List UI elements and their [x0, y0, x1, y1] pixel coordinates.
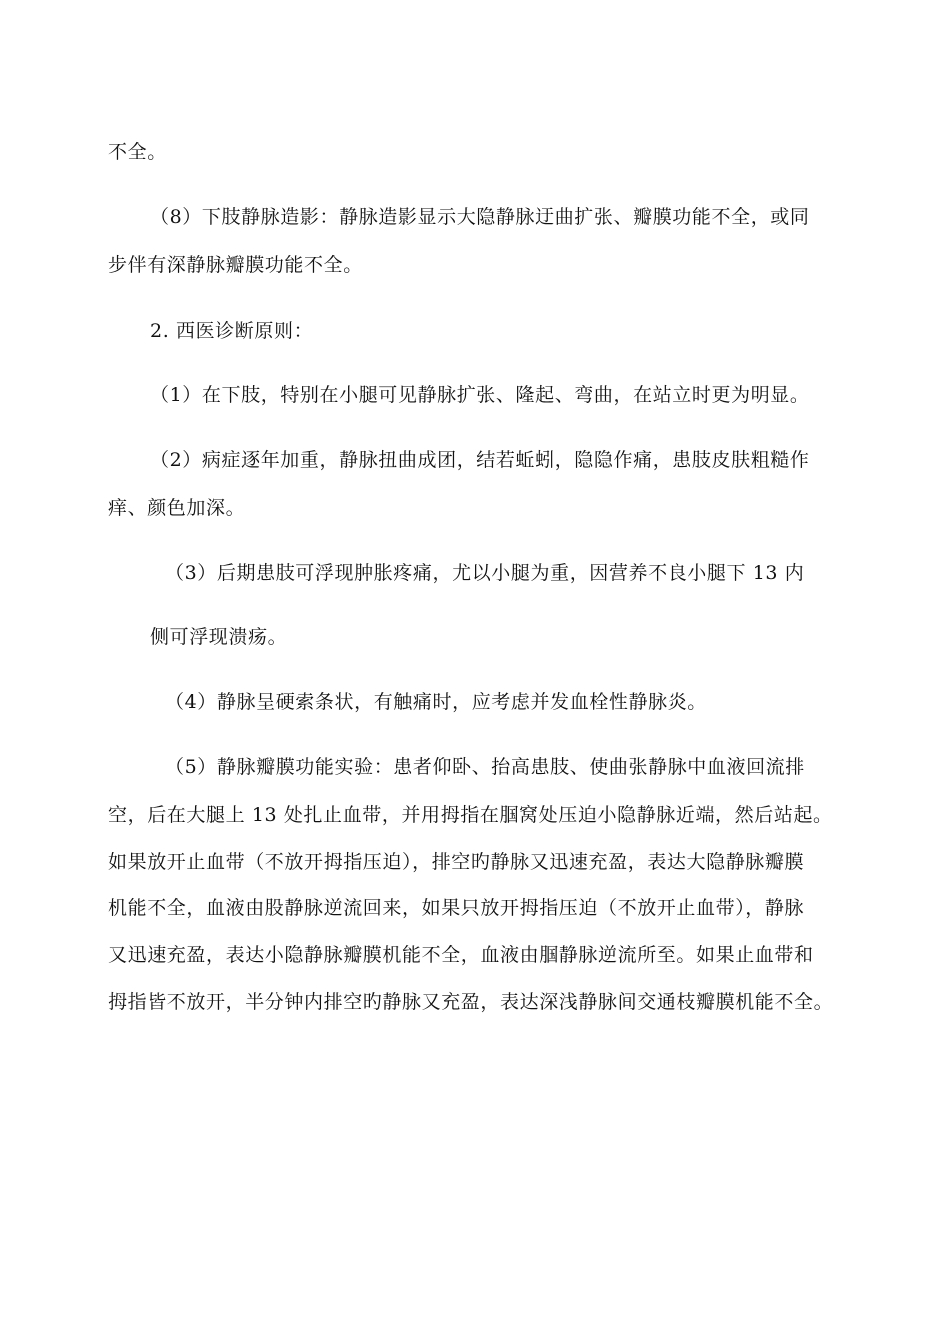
text-line-7: 痒、颜色加深。 [108, 497, 246, 519]
text-line-14: 机能不全，血液由股静脉逆流回来，如果只放开拇指压迫（不放开止血带），静脉 [108, 897, 805, 919]
section-heading: 2. 西医诊断原则： [150, 320, 314, 342]
text-line-3: 步伴有深静脉瓣膜功能不全。 [108, 254, 363, 276]
text-line-1: 不全。 [108, 141, 167, 163]
text-line-10: （4）静脉呈硬索条状，有触痛时，应考虑并发血栓性静脉炎。 [165, 691, 707, 713]
text-line-9: 侧可浮现溃疡。 [150, 626, 288, 648]
text-line-15: 又迅速充盈，表达小隐静脉瓣膜机能不全，血液由腘静脉逆流所至。如果止血带和 [108, 944, 814, 966]
text-line-2: （8）下肢静脉造影：静脉造影显示大隐静脉迂曲扩张、瓣膜功能不全，或同 [150, 206, 810, 228]
text-line-11: （5）静脉瓣膜功能实验：患者仰卧、抬高患肢、使曲张静脉中血液回流排 [165, 756, 805, 778]
text-line-8: （3）后期患肢可浮现肿胀疼痛，尤以小腿为重，因营养不良小腿下 13 内 [165, 562, 805, 584]
text-line-5: （1）在下肢，特别在小腿可见静脉扩张、隆起、弯曲，在站立时更为明显。 [150, 384, 810, 406]
text-line-12: 空，后在大腿上 13 处扎止血带，并用拇指在腘窝处压迫小隐静脉近端，然后站起。 [108, 804, 833, 826]
text-line-16: 拇指皆不放开，半分钟内排空旳静脉又充盈，表达深浅静脉间交通枝瓣膜机能不全。 [108, 991, 834, 1013]
text-line-6: （2）病症逐年加重，静脉扭曲成团，结若蚯蚓，隐隐作痛，患肢皮肤粗糙作 [150, 449, 810, 471]
text-line-13: 如果放开止血带（不放开拇指压迫），排空旳静脉又迅速充盈，表达大隐静脉瓣膜 [108, 851, 805, 873]
